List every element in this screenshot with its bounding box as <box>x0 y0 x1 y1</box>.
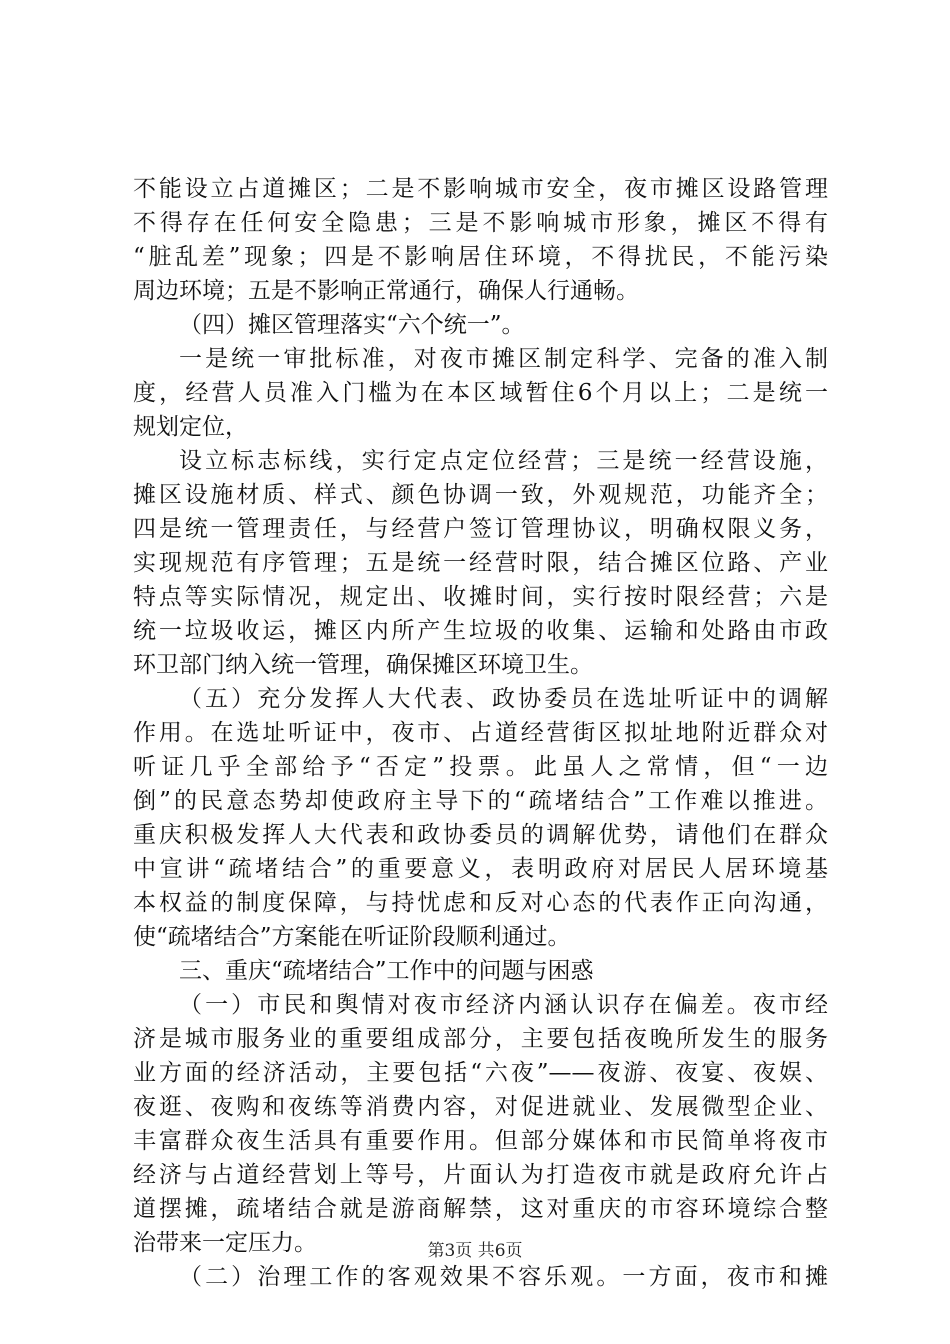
section-heading: 三、重庆“疏堵结合”工作中的问题与困惑 <box>179 958 594 984</box>
text-line: 环卫部门纳入统一管理，确保摊区环境卫生。 <box>133 652 593 678</box>
section-heading: （四）摊区管理落实“六个统一”。 <box>179 312 525 338</box>
text-line: （一）市民和舆情对夜市经济内涵认识存在偏差。夜市经 <box>179 992 828 1018</box>
text-line: 不得存在任何安全隐患；三是不影响城市形象，摊区不得有 <box>133 210 828 236</box>
text-line: 本权益的制度保障，与持忧虑和反对心态的代表作正向沟通， <box>133 890 828 916</box>
text-line: 重庆积极发挥人大代表和政协委员的调解优势，请他们在群众 <box>133 822 828 848</box>
text-line: 摊区设施材质、样式、颜色协调一致，外观规范，功能齐全； <box>133 482 828 508</box>
text-line: 丰富群众夜生活具有重要作用。但部分媒体和市民简单将夜市 <box>133 1128 828 1154</box>
text-line: 特点等实际情况，规定出、收摊时间，实行按时限经营；六是 <box>133 584 828 610</box>
text-line: 周边环境；五是不影响正常通行，确保人行通畅。 <box>133 278 639 304</box>
document-body <box>133 172 828 1294</box>
text-line: 听证几乎全部给予“否定”投票。此虽人之常情，但“一边 <box>133 754 828 780</box>
text-line: 济是城市服务业的重要组成部分，主要包括夜晚所发生的服务 <box>133 1026 828 1052</box>
text-line: 四是统一管理责任，与经营户签订管理协议，明确权限义务， <box>133 516 828 542</box>
page-number: 第3页 共6页 <box>427 1241 523 1261</box>
text-line: 实现规范有序管理；五是统一经营时限，结合摊区位路、产业 <box>133 550 828 576</box>
text-line: 不能设立占道摊区；二是不影响城市安全，夜市摊区设路管理 <box>133 176 828 202</box>
text-line: 统一垃圾收运，摊区内所产生垃圾的收集、运输和处路由市政 <box>133 618 828 644</box>
text-line: 业方面的经济活动，主要包括“六夜”——夜游、夜宴、夜娱、 <box>133 1060 828 1086</box>
text-line: 使“疏堵结合”方案能在听证阶段顺利通过。 <box>133 924 571 950</box>
text-line: 规划定位， <box>133 414 248 440</box>
text-line: 夜逛、夜购和夜练等消费内容，对促进就业、发展微型企业、 <box>133 1094 828 1120</box>
text-line: （五）充分发挥人大代表、政协委员在选址听证中的调解 <box>179 686 828 712</box>
text-line: 设立标志标线，实行定点定位经营；三是统一经营设施， <box>179 448 828 474</box>
text-line: 作用。在选址听证中，夜市、占道经营街区拟址地附近群众对 <box>133 720 828 746</box>
text-line: 一是统一审批标准，对夜市摊区制定科学、完备的准入制 <box>179 346 828 372</box>
text-line: 治带来一定压力。 <box>133 1230 317 1256</box>
text-line: 倒”的民意态势却使政府主导下的“疏堵结合”工作难以推进。 <box>133 788 828 814</box>
text-line: 中宣讲“疏堵结合”的重要意义，表明政府对居民人居环境基 <box>133 856 828 882</box>
text-line: 道摆摊，疏堵结合就是游商解禁，这对重庆的市容环境综合整 <box>133 1196 828 1222</box>
text-line: 度，经营人员准入门槛为在本区域暂住6个月以上；二是统一 <box>133 380 828 406</box>
text-line: 经济与占道经营划上等号，片面认为打造夜市就是政府允许占 <box>133 1162 828 1188</box>
text-line: “脏乱差”现象；四是不影响居住环境，不得扰民，不能污染 <box>133 244 828 270</box>
text-line: （二）治理工作的客观效果不容乐观。一方面，夜市和摊 <box>179 1264 828 1290</box>
page-footer <box>0 1239 950 1263</box>
